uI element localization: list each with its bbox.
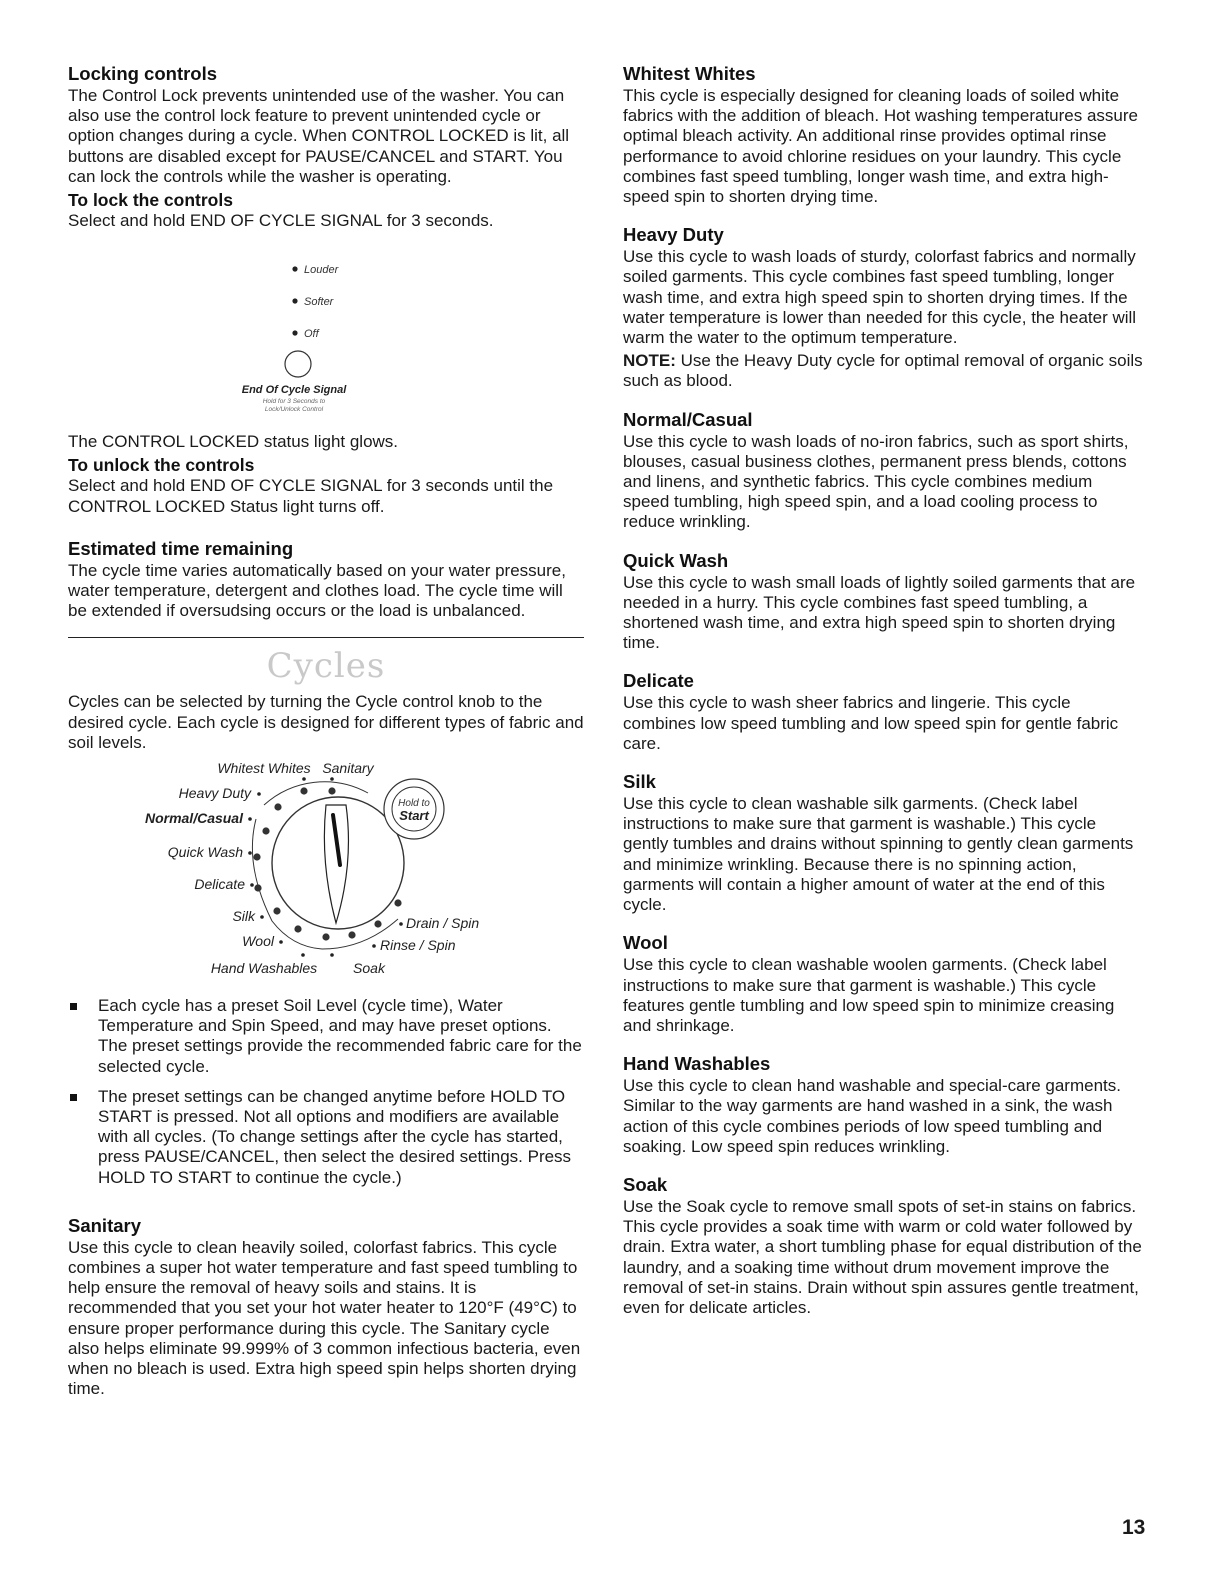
knob-label-quick-wash: Quick Wash: [167, 844, 243, 861]
hold-to-label: Hold to: [398, 798, 430, 810]
cycle-notes-list: [68, 996, 584, 1188]
list-item-text: Each cycle has a preset Soil Level (cycle time), Water Temperature and Spin Speed, and may have preset options. The preset settings provide the recommended fabric care for the selected cycle.: [98, 996, 582, 1076]
knob-label-hand-washables: Hand Washables: [210, 960, 318, 977]
soak-heading: Soak: [623, 1173, 668, 1195]
signal-option-louder: Louder: [304, 264, 339, 277]
cycles-intro-text: Cycles can be selected by turning the Cycle control knob to the desired cycle. Each cycle is designed for different types of fabric and soil levels.: [68, 692, 584, 752]
note-label: NOTE:: [623, 351, 676, 371]
knob-label-soak: Soak: [353, 960, 385, 977]
note-text: Use the Heavy Duty cycle for optimal removal of organic soils such as blood.: [623, 351, 1143, 391]
list-item: [68, 996, 584, 1077]
whitest-whites-text: This cycle is especially designed for cleaning loads of soiled white fabrics with the addition of bleach. Hot washing temperatures assure optimal bleach activity. An additional rinse provides optimal rinse performance to avoid chlorine residues on your laundry. This cycle combines fast speed tumbling, longer wash time, and extra high-speed spin to shorten drying time.: [623, 86, 1138, 207]
right-column: [623, 62, 1143, 1318]
hand-washables-heading: Hand Washables: [623, 1053, 771, 1075]
locking-controls-text: The Control Lock prevents unintended use of the washer. You can also use the control lock feature to prevent unintended cycle or option changes during a cycle. When CONTROL LOCKED is lit, all buttons are disabled except for PAUSE/CANCEL and START. You can lock the controls while the washer is operating.: [68, 86, 570, 186]
page-number: 13: [1122, 1516, 1146, 1539]
bullet-icon: [70, 1094, 77, 1101]
normal-casual-heading: Normal/Casual: [623, 408, 753, 430]
heavy-duty-text: Use this cycle to wash loads of sturdy, colorfast fabrics and normally soiled garments. This cycle combines fast speed tumbling, longer wash time, and extra high speed spin to shorten drying times. If the water temperature is lower than needed for this cycle, the heater will warm the water to the optimum temperature.: [623, 247, 1137, 348]
normal-casual-text: Use this cycle to wash loads of no-iron fabrics, such as sport shirts, blouses, casual business clothes, permanent press blends, cottons and linens, and synthetic fabrics. This cycle combines medium speed tumbling, high speed spin, and a load cooling process to reduce wrinkling.: [623, 431, 1129, 532]
quick-wash-heading: Quick Wash: [623, 549, 729, 571]
heavy-duty-heading: Heavy Duty: [623, 224, 724, 246]
hand-washables-text: Use this cycle to clean hand washable and special-care garments. Similar to the way garments are hand washed in a sink, the wash action of this cycle combines periods of low speed tumbling and soaking. Low speed spin reduces wrinkling.: [623, 1076, 1121, 1156]
whitest-whites-heading: Whitest Whites: [623, 63, 756, 84]
estimated-time-text: The cycle time varies automatically based on your water pressure, water temperature, detergent and clothes load. The cycle time will be extended if oversudsing occurs or the load is unbalanced.: [68, 560, 566, 621]
quick-wash-text: Use this cycle to wash small loads of lightly soiled garments that are needed in a hurry. This cycle combines fast speed tumbling, a shortened wash time, and extra high speed spin to shorten drying time.: [623, 572, 1136, 653]
soak-text: Use the Soak cycle to remove small spots of set-in stains on fabrics. This cycle provides a soak time with warm or cold water followed by drain. Extra water, a short tumbling phase for equal distribution of the laundry, and a soaking time without drum movement improve the removal of set-in stains. Drain without spin assures gentle treatment, even for delicate articles.: [623, 1196, 1142, 1317]
sanitary-text: Use this cycle to clean heavily soiled, colorfast fabrics. This cycle combines a super hot water temperature and fast speed tumbling to help ensure the removal of heavy soils and stains. It is recommended that you set your hot water heater to 120°F (49°C) to ensure proper performance during this cycle. The Sanitary cycle also helps eliminate 99.999% of 3 common infectious bacteria, even when no bleach is used. Extra high speed spin helps shorten drying time.: [68, 1237, 581, 1399]
end-of-cycle-signal-diagram: [68, 231, 584, 427]
signal-sublabel-1: Hold for 3 Seconds to: [262, 398, 326, 406]
silk-text: Use this cycle to clean washable silk garments. (Check label instructions to make sure that garment is washable.) This cycle gently tumbles and drains without spinning to gently clean garments and minimize wrinkling. Because there is no spinning action, garments will contain a higher amount of water at the end of this cycle.: [623, 794, 1134, 915]
list-item: [68, 1087, 584, 1188]
signal-button: [285, 351, 311, 377]
knob-label-normal-casual: Normal/Casual: [144, 810, 243, 827]
sanitary-heading: Sanitary: [68, 1214, 142, 1236]
signal-label: End Of Cycle Signal: [241, 384, 347, 397]
knob-label-silk: Silk: [232, 908, 255, 925]
knob-label-wool: Wool: [242, 933, 274, 950]
lock-controls-text: Select and hold END OF CYCLE SIGNAL for 3 seconds.: [68, 211, 494, 231]
signal-option-softer: Softer: [304, 296, 334, 309]
wool-text: Use this cycle to clean washable woolen garments. (Check label instructions to make sure that garment is washable.) This cycle features gentle tumbling and low speed spin to minimize creasing and shrinkage.: [623, 955, 1115, 1035]
knob-label-whitest-whites: Whitest Whites: [217, 760, 311, 777]
silk-heading: Silk: [623, 771, 656, 793]
locking-controls-heading: Locking controls: [68, 63, 218, 84]
control-locked-status-text: The CONTROL LOCKED status light glows.: [68, 432, 399, 452]
wool-heading: Wool: [623, 932, 668, 954]
knob-label-heavy-duty: Heavy Duty: [178, 785, 251, 802]
heavy-duty-note: [623, 351, 1143, 391]
list-item-text: The preset settings can be changed anytime before HOLD TO START is pressed. Not all options and modifiers are available with all cycles. (To change settings after the cycle has started, press PAUSE/CANCEL, then select the desired settings. Press HOLD TO START to continue the cycle.): [98, 1086, 572, 1187]
unlock-controls-text: Select and hold END OF CYCLE SIGNAL for 3 seconds until the CONTROL LOCKED Status light turns off.: [68, 476, 554, 516]
signal-sublabel-2: Lock/Unlock Control: [264, 406, 324, 414]
section-divider: [68, 637, 584, 638]
knob-label-rinse-spin: Rinse / Spin: [380, 937, 456, 954]
cycles-title: Cycles: [266, 646, 386, 687]
start-label: Start: [399, 808, 429, 824]
left-column: [68, 62, 584, 1400]
unlock-controls-subheading: To unlock the controls: [68, 455, 255, 476]
knob-label-delicate: Delicate: [194, 876, 245, 893]
knob-label-sanitary: Sanitary: [322, 760, 374, 777]
signal-option-off: Off: [304, 328, 319, 341]
knob-label-drain-spin: Drain / Spin: [406, 915, 480, 932]
cycle-knob-diagram: [68, 753, 584, 983]
lock-controls-subheading: To lock the controls: [68, 190, 233, 211]
bullet-icon: [70, 1003, 77, 1010]
delicate-text: Use this cycle to wash sheer fabrics and lingerie. This cycle combines low speed tumbling and low speed spin for gentle fabric care.: [623, 693, 1119, 753]
estimated-time-heading: Estimated time remaining: [68, 537, 294, 559]
delicate-heading: Delicate: [623, 670, 694, 692]
